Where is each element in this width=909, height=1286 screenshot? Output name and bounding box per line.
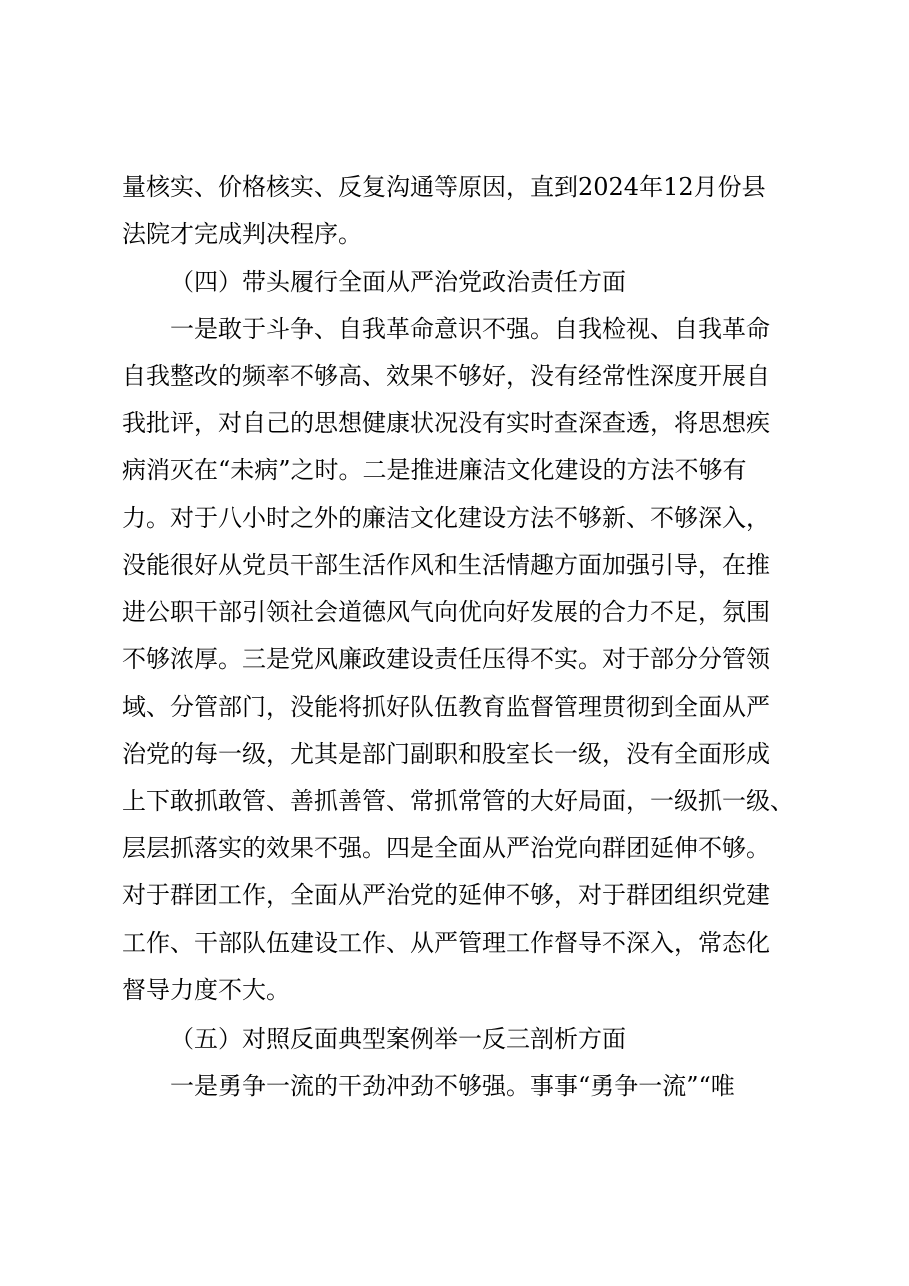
text-line: 对于群团工作，全面从严治党的延伸不够，对于群团组织党建 xyxy=(122,881,770,909)
section-heading: （四）带头履行全面从严治党政治责任方面 xyxy=(170,268,626,296)
text-line: 自我整改的频率不够高、效果不够好，没有经常性深度开展自 xyxy=(122,362,770,390)
text-line: 进公职干部引领社会道德风气向优向好发展的合力不足，氛围 xyxy=(122,598,770,626)
text-line: 层层抓落实的效果不强。四是全面从严治党向群团延伸不够。 xyxy=(122,834,770,862)
section-heading: （五）对照反面典型案例举一反三剖析方面 xyxy=(170,1025,626,1053)
text-line: 没能很好从党员干部生活作风和生活情趣方面加强引导，在推 xyxy=(122,551,770,579)
paragraph-first-line: 一是敢于斗争、自我革命意识不强。自我检视、自我革命 xyxy=(170,315,770,343)
text-line: 治党的每一级，尤其是部门副职和股室长一级，没有全面形成 xyxy=(122,740,770,768)
text-line: 督导力度不大。 xyxy=(122,976,290,1004)
text-line: 我批评，对自己的思想健康状况没有实时查深查透，将思想疾 xyxy=(122,409,770,437)
text-line: 不够浓厚。三是党风廉政建设责任压得不实。对于部分分管领 xyxy=(122,645,770,673)
text-line: 法院才完成判决程序。 xyxy=(122,220,362,248)
text-line: 工作、干部队伍建设工作、从严管理工作督导不深入，常态化 xyxy=(122,929,770,957)
text-line: 域、分管部门，没能将抓好队伍教育监督管理贯彻到全面从严 xyxy=(122,693,770,721)
paragraph-first-line: 一是勇争一流的干劲冲劲不够强。事事“勇争一流”“唯 xyxy=(170,1072,735,1100)
text-line: 病消灭在“未病”之时。二是推进廉洁文化建设的方法不够有 xyxy=(122,456,747,484)
text-line: 上下敢抓敢管、善抓善管、常抓常管的大好局面，一级抓一级、 xyxy=(122,787,794,815)
text-line: 力。对于八小时之外的廉洁文化建设方法不够新、不够深入， xyxy=(122,504,770,532)
text-line: 量核实、价格核实、反复沟通等原因，直到2024年12月份县 xyxy=(122,173,766,201)
